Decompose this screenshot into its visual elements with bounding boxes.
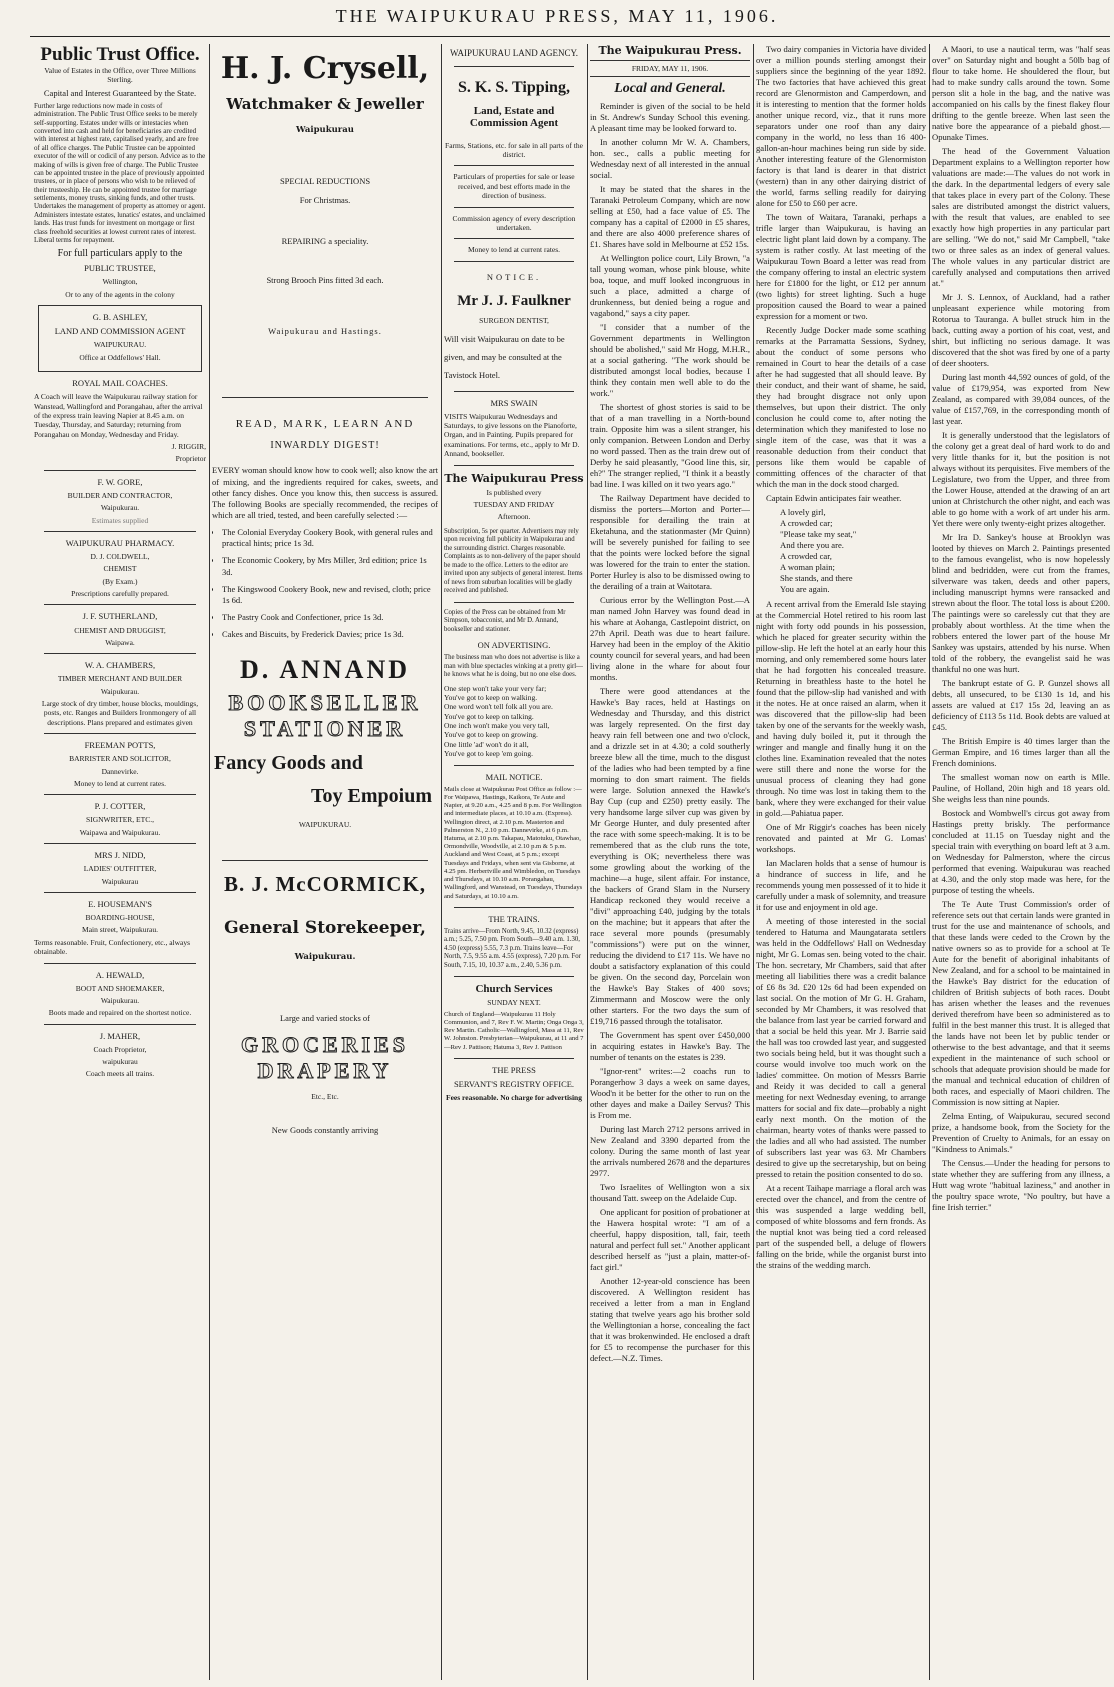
tipping-role: Land, Estate and Commission Agent — [469, 104, 559, 129]
issue-date: FRIDAY, MAY 11, 1906. — [631, 64, 709, 73]
hewald-name: A. HEWALD, — [95, 969, 145, 980]
potts-place: Dannevirke. — [101, 766, 139, 776]
public-trust-footer2: PUBLIC TRUSTEE, — [84, 263, 156, 274]
verse-line: One step won't take your very far; — [444, 683, 547, 693]
news-paragraph: The smallest woman now on earth is Mlle. Pauline, of Holland, 20in high and 18 years old. She weighs less than nine pounds. — [932, 772, 1110, 804]
public-trust-footer3: Wellington, — [102, 277, 138, 287]
verse-line: You've got to keep on talking. — [444, 711, 534, 721]
ashley-office: Office at Oddfellows' Hall. — [79, 352, 161, 362]
public-trust-sub1: Value of Estates in the Office, over Three Millions Sterling. — [44, 66, 196, 85]
mccormick-role: General Storekeeper, — [224, 917, 426, 938]
gore-note: Estimates supplied — [91, 515, 149, 525]
sutherland-name: J. F. SUTHERLAND, — [82, 611, 158, 622]
read-title2: INWARDLY DIGEST! — [270, 440, 380, 452]
news-paragraph: One of Mr Riggir's coaches has been nicely renovated and painted at Mr G. Lomas' workshops. — [756, 822, 926, 854]
separator — [454, 465, 574, 466]
book-item: • The Economic Cookery, by Mrs Miller, 3rd edition; price 1s 3d. — [222, 555, 438, 577]
cotter-role: SIGNWRITER, ETC., — [86, 815, 154, 825]
news-paragraph: "I consider that a number of the Government departments in Wellington should be abolished," said Mr Hogg, M.H.R., at a social gathering. "The work should be distributed amongst local bodies, because I think they contain men well able to do the work." — [590, 322, 750, 399]
church-title: Church Services — [475, 983, 553, 996]
separator — [44, 733, 196, 734]
annand-role2: STATIONER — [243, 716, 407, 742]
public-trust-title: Public Trust Office. — [40, 44, 200, 65]
book-item: • The Kingswood Cookery Book, new and revised, cloth; price 1s 6d. — [222, 584, 438, 606]
verse-line: One inch won't make you very tall, — [444, 721, 550, 731]
separator — [454, 602, 574, 603]
news-column-6 — [932, 44, 1110, 1213]
faulkner-role: SURGEON DENTIST, — [479, 315, 549, 325]
mccormick-etc: Etc., Etc. — [311, 1091, 339, 1101]
news-paragraph: The Railway Department have decided to dismiss the porters—Morton and Porter—responsible for derailing the train at Eketahuna, and the stationmaster (Mr Quinn) will be severely punished for failing to see that the points were locked before the signal was lowered for the train to enter the station. Porter Hurley is also to be dismissed owing to the derailing of a train at Waitotara. — [590, 493, 750, 592]
nidd-role: LADIES' OUTFITTER, — [83, 864, 157, 874]
book-item: • Cakes and Biscuits, by Frederick Davies; price 1s 3d. — [222, 629, 438, 640]
news-paragraph: The shortest of ghost stories is said to be that of a man travelling in a North-bound train. Opposite him was a silent stranger, his only companion. Between London and Derby no word passed. Then as the train drew out of Derby he said pleasantly, "Good line this, sir, eh?" The stranger replied, "I think it a beastly bad line. I was killed on it two years ago." — [590, 402, 750, 490]
read-title: READ, MARK, LEARN AND — [235, 418, 415, 431]
swain-body: VISITS Waipukurau Wednesdays and Saturdays, to give lessons on the Pianoforte, Organ, and in Painting. Pupils prepared for examinations. For terms, etc., apply to Mr D. Annand, bookseller. — [444, 411, 580, 459]
chambers-role: TIMBER MERCHANT AND BUILDER — [57, 674, 183, 684]
separator — [222, 397, 428, 398]
church-sub: SUNDAY NEXT. — [487, 998, 541, 1008]
news-paragraph: Curious error by the Wellington Post.—A man named John Harvey was found dead in his whare at Aohanga, Castlepoint district, on 27th April. Death was due to heart failure. Harvey had been in the employ of the Akitio county council for several years, and had been living alone in the whare for about four months. — [590, 595, 750, 683]
trains-body: Trains arrive—From North, 9.45, 10.32 (express) a.m.; 5.25, 7.50 pm. From South—9.40 a.m. 1.30, 4.50 (express) 5.55, 7.3 p.m. Trains leave—For North, 7.5, 9.55 a.m. 4.55 (express), 7.20 p.m. For South, 7.15, 10, 10.37 a.m., 2.40, 5.36 p.m. — [444, 927, 581, 969]
separator — [44, 604, 196, 605]
separator — [44, 892, 196, 893]
mccormick-groceries: GROCERIES — [240, 1031, 410, 1057]
news-paragraph: Another 12-year-old conscience has been discovered. A Wellington resident has received a letter from a man in England stating that twelve years ago his brother sold the Wellingtonian a horse, concealing the fact that it was brokenwinded. He enclosed a draft for £5 to recompense the purchaser for this defect.—N.Z. Times. — [590, 1276, 750, 1364]
cotter-place: Waipawa and Waipukurau. — [79, 827, 161, 837]
adv-body: The business man who does not advertise is like a man with blue spectacles winking at a pretty girl—he knows what he is doing, but no one else does. — [444, 654, 583, 679]
annand-fancy: Fancy Goods and — [214, 752, 363, 775]
nidd-place: Waipukurau — [101, 876, 139, 886]
crysell-role: Watchmaker & Jeweller — [226, 95, 424, 113]
news-paragraph: At a recent Taihape marriage a floral arch was erected over the chancel, and from the centre of this was suspended a large wedding bell, composed of white blossoms and fern fronds. As the nuptial knot was being tied a cord released part of the suspended bell, a deluge of flowers falling on the bride, while the organist burst into the strains of the wedding march. — [756, 1183, 926, 1270]
houseman-note: Terms reasonable. Fruit, Confectionery, etc., always obtainable. — [34, 937, 191, 957]
potts-role: BARRISTER AND SOLICITOR, — [69, 754, 171, 764]
crysell-places: Waipukurau and Hastings. — [268, 326, 382, 337]
annand-place: WAIPUKURAU. — [298, 820, 352, 830]
mail-coaches-sign: J. RIGGIR, — [171, 442, 206, 451]
separator — [454, 907, 574, 908]
separator — [590, 60, 750, 61]
poem-line: And there you are. — [780, 540, 844, 550]
column-1 — [34, 44, 206, 1680]
news-column-5 — [756, 44, 926, 1271]
registry-sub: SERVANT'S REGISTRY OFFICE. — [453, 1078, 575, 1089]
mail-notice-title: MAIL NOTICE. — [485, 771, 543, 782]
news-paragraph: It may be stated that the shares in the Taranaki Petroleum Company, which are now selling at £50, had a face value of £5. The company has a capital of £2000 in £5 shares, and there are also 4000 preference shares of £1. Shares have sold in Melbourne at £52 15s. — [590, 184, 750, 250]
potts-note: Money to lend at current rates. — [73, 778, 167, 788]
hewald-note: Boots made and repaired on the shortest notice. — [48, 1008, 192, 1018]
public-trust-body: Further large reductions now made in costs of administration. The Public Trust Office seeks to be merely self-supporting. Estates under wills or intestacies when converted into cash and held for beneficiaries are credited with interest at highest rate, capitalised yearly, and are free of all office charges. The Public Trustee can be appointed executor of the will or codicil of any person. Advice as to the making of wills is given free of charge. The Public Trustee can be appointed trustee in the place of previously appointed trustees, or in place of persons who wish to be relieved of their trusteeship. He can be appointed trustee for marriage settlements, money trusts, sinking funds, and other trusts. Undertakes the management of property as attorney or agent. Administers intestate estates, lunatics' estates, and unclaimed lands. Has trust funds for investment on mortgage or first class freehold securities at lowest current rates of interest. Liberal terms for repayment. — [34, 101, 206, 245]
book-list — [212, 527, 438, 639]
tipping-body1: Farms, Stations, etc. for sale in all parts of the district. — [445, 140, 583, 160]
mail-coaches-sign2: Proprietor — [175, 454, 206, 464]
news-paragraph: At Wellington police court, Lily Brown, "a tall young woman, whose pink blouse, white boa, toque, and muff looked incongruous in such a place, admitted a charge of drunkenness, but denied being a rogue and vagabond," says a city paper. — [590, 253, 750, 319]
press-title: The Waipukurau Press — [444, 471, 584, 485]
news-paragraph: The Government has spent over £450,000 in acquiring estates in Hawke's Bay. The number of tenants on the estates is 239. — [590, 1030, 750, 1063]
separator — [44, 843, 196, 844]
press-heading: The Waipukurau Press. — [598, 44, 742, 57]
pharmacy-note: Prescriptions carefully prepared. — [71, 589, 169, 599]
news-paragraph: Two dairy companies in Victoria have divided over a million pounds sterling amongst their suppliers since the beginning of the year 1892. The two factories that have achieved this great record are Glenormiston and Camperdown, and it is interesting to mention that the former holds another unique record, viz., that it runs more separators under one roof than any dairy company in the world, no less than 16 400-gallon-an-hour machines being run side by side. Another interesting feature of the Glenormiston factory is that land is dearer in that district (western) than in any other dairying district of the world, farms selling readily for dairying alone for £50 to £60 per acre. — [756, 44, 926, 208]
news-paragraph: Zelma Enting, of Waipukurau, secured second prize, a handsome book, from the Society for the Prevention of Cruelty to Animals, for an essay on "Kindness to Animals." — [932, 1111, 1110, 1154]
pharmacy-exam: (By Exam.) — [102, 576, 138, 586]
mccormick-name: B. J. McCORMICK, — [223, 871, 427, 896]
registry-title: THE PRESS — [492, 1064, 536, 1075]
news-paragraph: Two Israelites of Wellington won a six thousand Tatt. sweep on the Adelaide Cup. — [590, 1182, 750, 1204]
separator — [44, 653, 196, 654]
book-item: • The Colonial Everyday Cookery Book, with general rules and practical hints; price 1s 3d. — [222, 527, 438, 549]
separator — [454, 207, 574, 208]
pharmacy-role: CHEMIST — [103, 564, 137, 574]
news-paragraph: During last month 44,592 ounces of gold, of the value of £179,954, was exported from New Zealand, as compared with 39,084 ounces, of the value of £157,769, in the corresponding month of last year. — [932, 372, 1110, 426]
houseman-role: BOARDING-HOUSE, — [85, 913, 155, 922]
annand-toy: Toy Empoium — [311, 785, 432, 808]
column-4 — [590, 44, 750, 1680]
tipping-body4: Money to lend at current rates. — [467, 245, 561, 255]
crysell-christmas: For Christmas. — [299, 195, 351, 206]
separator — [222, 860, 428, 861]
column-divider — [753, 44, 754, 1680]
news-paragraph: "Ignor-rent" writes:—2 coachs run to Porangerhow 3 days a week on same dayes, Wood'n it be better for the other to run on the other dayes and make a Dailey Servus? This is From me. — [590, 1066, 750, 1121]
verse-line: One word won't tell folk all you are. — [444, 702, 553, 712]
nidd-name: MRS J. NIDD, — [94, 850, 146, 861]
news-paragraph: One applicant for position of probationer at the Hawera hospital wrote: "I am of a cheerful, happy disposition, tall, fair, teeth natural and perfect full set." Another applicant described herself as "just a plain, matter-of-fact girl." — [590, 1207, 750, 1273]
gore-name: F. W. GORE, — [97, 476, 143, 487]
news-paragraph: Bostock and Wombwell's circus got away from Hastings pretty briskly. The performance concluded at 11.15 on Tuesday night and the special train with everything on board left at 3 a.m. on Wednesday for Palmerston, where the circus performed that evening. Waipukurau was reached at 4.30, and the only stop made was here, for the purpose of testing the wheels. — [932, 808, 1110, 895]
poem-line: A crowded car; — [780, 518, 833, 528]
adv-title: ON ADVERTISING. — [477, 640, 551, 651]
news-paragraph: Captain Edwin anticipates fair weather. — [766, 493, 902, 503]
news-paragraph: Reminder is given of the social to be held in St. Andrew's Sunday School this evening. A pleasant time may be looked forward to. — [590, 101, 750, 134]
ashley-role: LAND AND COMMISSION AGENT — [54, 326, 186, 337]
public-trust-footer4: Or to any of the agents in the colony — [65, 289, 175, 299]
faulkner-body: Will visit Waipukurau on date to be given, and may be consulted at the Tavistock Hotel. — [444, 334, 565, 380]
maher-role: Coach Proprietor, — [93, 1044, 147, 1054]
adv-verse — [444, 684, 584, 759]
news-paragraph: A recent arrival from the Emerald Isle staying at the Commercial Hotel retired to his room last night with forty odd pounds in his possession, which he placed for greater security within the pillow-slip. He left the hotel at an early hour this morning, and only remembered some hours later that he had forgotten his concealed treasure. Returning in breathless haste to the hotel he found that the pillow-slip had vanished and with it the notes. He at once raised an alarm, when it was discovered that the pillow-slip had been taken by one of the servants for the weekly wash, and having duly boiled it, put it through the wringer and mangle and finally hung it on the clothes line. Examination revealed that the notes were still there and none the worse for the unusual process of cleaning they had gone through. No time was lost in taking them to the bank, where they were exchanged for their value in gold.—Pahiatua paper. — [756, 599, 926, 818]
separator — [44, 794, 196, 795]
news-paragraph: The town of Waitara, Taranaki, perhaps a trifle larger than Waipukurau, is having an electric light plant laid down by a company. The system is rather costly. At last meeting of the Waipukurau Town Board a letter was read from the company offering to instal an electric system here for £1800 for the light, or £12 per annum (two lights) for street lighting. Such a huge proposition caused the Board to wear a pained expression for a moment or two. — [756, 212, 926, 321]
trains-title: THE TRAINS. — [488, 913, 540, 924]
ashley-ad — [38, 305, 202, 372]
news-paragraph: During last March 2712 persons arrived in New Zealand and 3390 departed from the colony. During the same month of last year the arrivals numbered 2678 and the departures 2977. — [590, 1124, 750, 1179]
poem-line: A crowded car, — [780, 551, 832, 561]
press-time: Afternoon. — [497, 512, 531, 522]
column-divider — [929, 44, 930, 1680]
news-paragraph: Mr J. S. Lennox, of Auckland, had a rather unpleasant experience while motoring from Rotorua to Tauranga. A bullet struck him in the back, cutting away a portion of his coat, vest, and shirt, but inflicting no serious damage. It was discovered that the shot was fired by one of a party of deer shooters. — [932, 292, 1110, 368]
news-paragraph: There were good attendances at the Hawke's Bay races, held at Hastings on Wednesday and Thursday, and this district was largely represented. On the first day heavy rain fell between one and two o'clock, and a drizzle set in at 4.30; a cold southerly breeze blew all the time, much to the disgust of the ladies who had been tempted by a fine morning to don smart raiment. The fields were large. Solution annexed the Hawke's Bay Cup (cup and £250) pretty easily. The very handsome large silver cup was given by Mr George Hunter, and duly presented after the race with some speech-making. It is to be remembered that as the club runs the tote, everything is OK; nevertheless there was some growling about the working of the machine—a huge, silent affair. For instance, the backers of Grand Slam in the Nursery Handicap reckoned they would receive a "divi" approaching £40, judging by the totals on the machine; but it appears that after the race several more pounds (presumably "commissions") were put on the winner, reducing the dividend to £17 11s. We have no doubt a satisfactory explanation of this could be given. On the second day, Porcelain won the Hawke's Bay Stakes of 400 sovs; Zimmermann and Moscow were the only other starters. For the two days the sum of £19,716 passed through the totalisator. — [590, 686, 750, 1027]
crysell-repair: REPAIRING a speciality. — [281, 236, 369, 247]
poem-line: A woman plain; — [780, 562, 835, 572]
maher-place: waipukurau — [102, 1057, 138, 1067]
annand-role1: BOOKSELLER — [228, 690, 422, 716]
press-body: Subscription, 5s per quarter. Advertisers may rely upon receiving full publicity in Waipukurau and the surrounding district. Charges reasonable. Complaints as to non-delivery of the paper should be made to the office. Letters to the editor are invited upon any subjects of general interest. Items of news from suburban localities will be gladly received and published. — [444, 527, 583, 595]
local-general-title: Local and General. — [614, 81, 726, 97]
separator — [44, 963, 196, 964]
ashley-place: WAIPUKURAU. — [93, 340, 147, 350]
registry-note: Fees reasonable. No charge for advertising — [446, 1092, 582, 1102]
news-paragraph: The bankrupt estate of G. P. Gunzel shows all debts, all unsecured, to be £130 1s 1d, and his assets are valued at £17 15s 2d, leaving an as deficiency of £113 5s 11d. Book debts are valued at £45. — [932, 678, 1110, 732]
masthead-rule — [30, 36, 1110, 37]
press-copies: Copies of the Press can be obtained from Mr Simpson, tobacconist, and Mr D. Annand, bookseller and stationer. — [444, 608, 566, 633]
poem — [756, 507, 926, 595]
chambers-place: Waipukurau. — [100, 686, 140, 696]
column-divider — [209, 44, 210, 1680]
poem-line: "Please take my seat," — [780, 529, 857, 539]
press-pub: Is published every — [486, 487, 542, 497]
verse-line: One little 'ad' won't do it all, — [444, 739, 529, 749]
pharmacy-title: WAIPUKURAU PHARMACY. — [65, 537, 175, 548]
houseman-name: E. HOUSEMAN'S — [88, 898, 152, 909]
news-paragraph: The British Empire is 40 times larger than the German Empire, and 16 times larger than all the French dominions. — [932, 736, 1110, 768]
verse-line: You've got to keep 'em going. — [444, 749, 534, 759]
news-paragraph: Ian Maclaren holds that a sense of humour is a hindrance of success in life, and he recommends young men possessed of it to hide it carefully under a mask of solemnity, and treasure it for use and enjoyment in old age. — [756, 858, 926, 912]
gore-role: BUILDER AND CONTRACTOR, — [67, 490, 173, 500]
pharmacy-name: D. J. COLDWELL, — [90, 551, 150, 561]
mail-notice-body: Mails close at Waipukurau Post Office as follow :— For Waipawa, Hastings, Kaikora, Te Aute and Napier, at 9.20 a.m., 4.25 and 8 p.m. For Wellington and intermediate places, at 10.10 a.m. (Express). Wellington direct, at 2.10 p.m. Masterton and Palmerston N., 2.10 p.m. Dannevirke, at 6 p.m. Hatuma, at 2.10 p.m. Takapau, Matotuku, Otawhao, Ormondville, Woodville, at 2.10 p.m & 5 p.m. Auckland and West Coast, at 5 p.m.; except Tuesdays and Fridays, when sent via Gisborne, at 4.25 pm. Herbertville and Wimbledon, on Tuesdays and Thursdays, at 10.10 a.m. Porangahau, Wallingford, and Wanstead, on Tuesdays, Thursdays and Saturdays, at 10.10 a.m. — [444, 785, 583, 900]
crysell-name: H. J. Crysell, — [220, 51, 430, 86]
potts-name: FREEMAN POTTS, — [84, 740, 156, 751]
column-3 — [444, 44, 584, 1680]
verse-line: You've got to keep on walking. — [444, 692, 538, 702]
news-paragraph: The Census.—Under the heading for persons to state whether they are suffering from any illness, a Hutt wag wrote "habitual laziness," and another in the poultry space wrote, "No poultry, but have a fine Irish terrier." — [932, 1158, 1110, 1212]
sutherland-place: Waipawa. — [105, 637, 135, 647]
houseman-place: Main street, Waipukurau. — [82, 925, 158, 935]
mail-coaches-title: ROYAL MAIL COACHES. — [72, 378, 168, 389]
annand-name: D. ANNAND — [240, 654, 410, 684]
separator — [454, 238, 574, 239]
verse-line: You've got to keep on growing. — [444, 730, 538, 740]
mail-coaches-body: A Coach will leave the Waipukurau railway station for Wanstead, Wallingford and Porangahau, after the arrival of the express train leaving Napier at 8.45 a.m. on Tuesday, Thursday, and Saturday; returning from Porangahau on Monday, Wednesday and Friday. — [34, 392, 203, 439]
news-paragraph: Recently Judge Docker made some scathing remarks at the Parramatta Sessions, Sydney, about the conduct of some persons who remained in Court to hear the details of a case after he had suggested that all should leave. By their conduct, and their want of shame, he said, they had brought disgrace not only upon themselves, but upon their district. The only conclusion he could come to, after noting the determination which they manifested to lose no single item of the case, was that it was a reasonable deduction from their conduct that persons like them would be capable of committing offences of the character of that which the man in the dock stood charged. — [756, 325, 926, 489]
poem-line: A lovely girl, — [780, 507, 826, 517]
public-trust-sub2: Capital and Interest Guaranteed by the State. — [43, 87, 197, 98]
separator — [590, 76, 750, 77]
poem-line: You are again. — [780, 584, 830, 594]
agency-title: WAIPUKURAU LAND AGENCY. — [449, 48, 579, 58]
separator — [454, 765, 574, 766]
column-divider — [587, 44, 588, 1680]
news-paragraph: A Maori, to use a nautical term, was "half seas over" on Saturday night and bought a 50lb bag of flour to take home. He shouldered the flour, but had to make sundry calls around the town. Some person slit a hole in the bag, and the native was accompanied on his calls by the finest flakey flour drifting to the gentle breeze. When last seen the native bore the appearance of a piebald ghost.—Opunake Times. — [932, 44, 1110, 142]
tipping-body3: Commission agency of every description undertaken. — [452, 213, 576, 232]
column-5 — [756, 44, 926, 1680]
separator — [454, 976, 574, 977]
news-paragraph: A meeting of those interested in the social tendered to Hatuma and Maungatarata settlers was held in the Oddfellows' Hall on Wednesday night, Mr G. Lomas sen. being voted to the chair. The hon. secretary, Mr Chambers, said that after meeting all liabilities there was a credit balance of £6 8s 3d. £20 12s 6d had been expended on last social. On the motion of Mr G. H. Graham, seconded by Mr Chambers, it was resolved that the balance from last year be carried forward and that a social be held this year. Mr J. Barrie said the hall was too crowded last year, and suggested two socials being held, but it was thought such a course would involve too much work on the ladies' committee. On motion of Messrs Barrie and Reidy it was decided to call a general meeting for next Wednesday evening, to arrange matters for social and fix date—probably a night early next month. On the motion of the chairman, hearty votes of thanks were passed to the ladies and all who had assisted. The number of subscribers last year was 63. Mr Chambers desired to give up the secretaryship, but on being pressed to retain the position consented to do so. — [756, 916, 926, 1179]
cotter-name: P. J. COTTER, — [94, 801, 146, 812]
news-paragraph: It is generally understood that the legislators of the colony get a great deal of hard work to do and very little thanks for it, but the position is not always without its perquisites. Five members of the Legislature, two from the Upper, and three from the Lower House, attended at the drawing of an art union at Christchurch the other night, and each was able to go home with a work of art under his arm. Yet there were only twenty-eight prizes altogether. — [932, 430, 1110, 528]
crysell-brooch: Strong Brooch Pins fitted 3d each. — [266, 275, 384, 286]
mccormick-stock: Large and varied stocks of — [279, 1012, 370, 1023]
press-days: TUESDAY AND FRIDAY — [473, 499, 555, 509]
separator — [454, 66, 574, 67]
news-paragraph: Mr Ira D. Sankey's house at Brooklyn was looted by thieves on March 2. Paintings presented to the famous evangelist, who is now hopelessly blind and bedridden, were cut from the frames, silverware was taken, deeds and other papers, including manuscript hymns were ransacked and strewn about the floor. The total loss is about £200. The paintings were so carelessly cut that they are probably about worthless. At the time when the robbers entered the lower part of the house Mr Sankey was upstairs, attended by his nurse. When told of the robbery, the evangelist said he was thankful no one was hurt. — [932, 532, 1110, 674]
separator — [44, 470, 196, 471]
hewald-place: Waipukurau. — [100, 995, 140, 1005]
chambers-body: Large stock of dry timber, house blocks, mouldings, posts, etc. Ranges and Builders Ironmongery of all descriptions. Plans prepared and estimates given — [41, 699, 199, 727]
column-6 — [932, 44, 1110, 1680]
column-divider — [441, 44, 442, 1680]
column-2 — [212, 44, 438, 1680]
maher-note: Coach meets all trains. — [85, 1069, 155, 1079]
masthead: THE WAIPUKURAU PRESS, MAY 11, 1906. — [335, 6, 779, 26]
separator — [454, 261, 574, 262]
tipping-name: S. K. S. Tipping, — [458, 78, 570, 96]
news-paragraph: The Te Aute Trust Commission's order of reference sets out that certain lands were granted in trust for the use and maintenance of schools, and that these lands were ceded to the Crown by the native owners so as to provide for a school at Te Aute for the benefit of aboriginal inhabitants of New Zealand, and for a school to be maintained in the Hawke's Bay district for the education of children of British subjects of both races. Doubt has arisen whether the leases and the revenues derived therefrom have been so administered as to fulfil in the best manner this trust. It is alleged that the lands have not been let by public tender or otherwise to the best advantage, and that it seems expedient in the maintenance of such school or schools that adequate provision should be made for the manual and technical education of children of both races, and especially of Maori children. The Commission is now sitting at Napier. — [932, 899, 1110, 1107]
chambers-name: W. A. CHAMBERS, — [84, 660, 156, 671]
read-body: EVERY woman should know how to cook well; also know the art of mixing, and the ingredients required for cakes, sweets, and other fancy dishes. Once you know this, then success is assured. The following Books are specially recommended, the recipes of which are all tried, tested, and been carefully selected :— — [212, 465, 438, 521]
public-trust-footer1: For full particulars apply to the — [57, 248, 183, 260]
faulkner-name: Mr J. J. Faulkner — [457, 292, 571, 309]
poem-line: She stands, and there — [780, 573, 853, 583]
maher-name: J. MAHER, — [99, 1030, 141, 1041]
separator — [454, 165, 574, 166]
mccormick-drapery: DRAPERY — [257, 1057, 393, 1083]
book-item: • The Pastry Cook and Confectioner, price 1s 3d. — [222, 612, 438, 623]
church-body: Church of England—Waipukurau 11 Holy Communion, and 7, Rev F. W. Martin; Onga Onga 3, Rev Martin. Catholic—Wallingford, Mass at 11, Rev W. Johnston. Presbyterian—Waipukurau, at 11 and 7—Rev J. Pattison; Hatuma 3, Rev J. Pattison — [444, 1010, 584, 1051]
separator — [44, 531, 196, 532]
sutherland-role: CHEMIST AND DRUGGIST, — [74, 625, 166, 635]
separator — [454, 391, 574, 392]
local-news — [590, 101, 750, 1364]
gore-place: Waipukurau. — [100, 503, 140, 513]
swain-title: MRS SWAIN — [490, 397, 538, 408]
crysell-place: Waipukurau — [296, 125, 354, 135]
mccormick-new: New Goods constantly arriving — [271, 1125, 379, 1136]
notice-title: NOTICE. — [486, 271, 542, 282]
mccormick-place: Waipukurau. — [294, 951, 356, 962]
news-paragraph: In another column Mr W. A. Chambers, hon. sec., calls a public meeting for Wednesday next of all interested in the annual social. — [590, 137, 750, 181]
news-paragraph: The head of the Government Valuation Department explains to a Wellington reporter how valuations are made:—The values do not work in the dark. In the departmental ledgers of every sale that takes place in every part of the Colony. These sales are distributed amongst the district valuers, with the result that values, are enabled to see exactly how high properties in any particular part are selling. "We do not," said Mr Campbell, "take two or three sales as an index of general values. The whole values in any particular district are carefully analysed and computations then arrived at." — [932, 146, 1110, 288]
hewald-role: BOOT AND SHOEMAKER, — [75, 983, 165, 993]
ashley-name: G. B. ASHLEY, — [92, 312, 148, 323]
crysell-special: SPECIAL REDUCTIONS — [279, 176, 371, 187]
separator — [454, 1058, 574, 1059]
tipping-body2: Particulars of properties for sale or lease received, and best efforts made in the direction of business. — [453, 172, 575, 201]
separator — [44, 1024, 196, 1025]
